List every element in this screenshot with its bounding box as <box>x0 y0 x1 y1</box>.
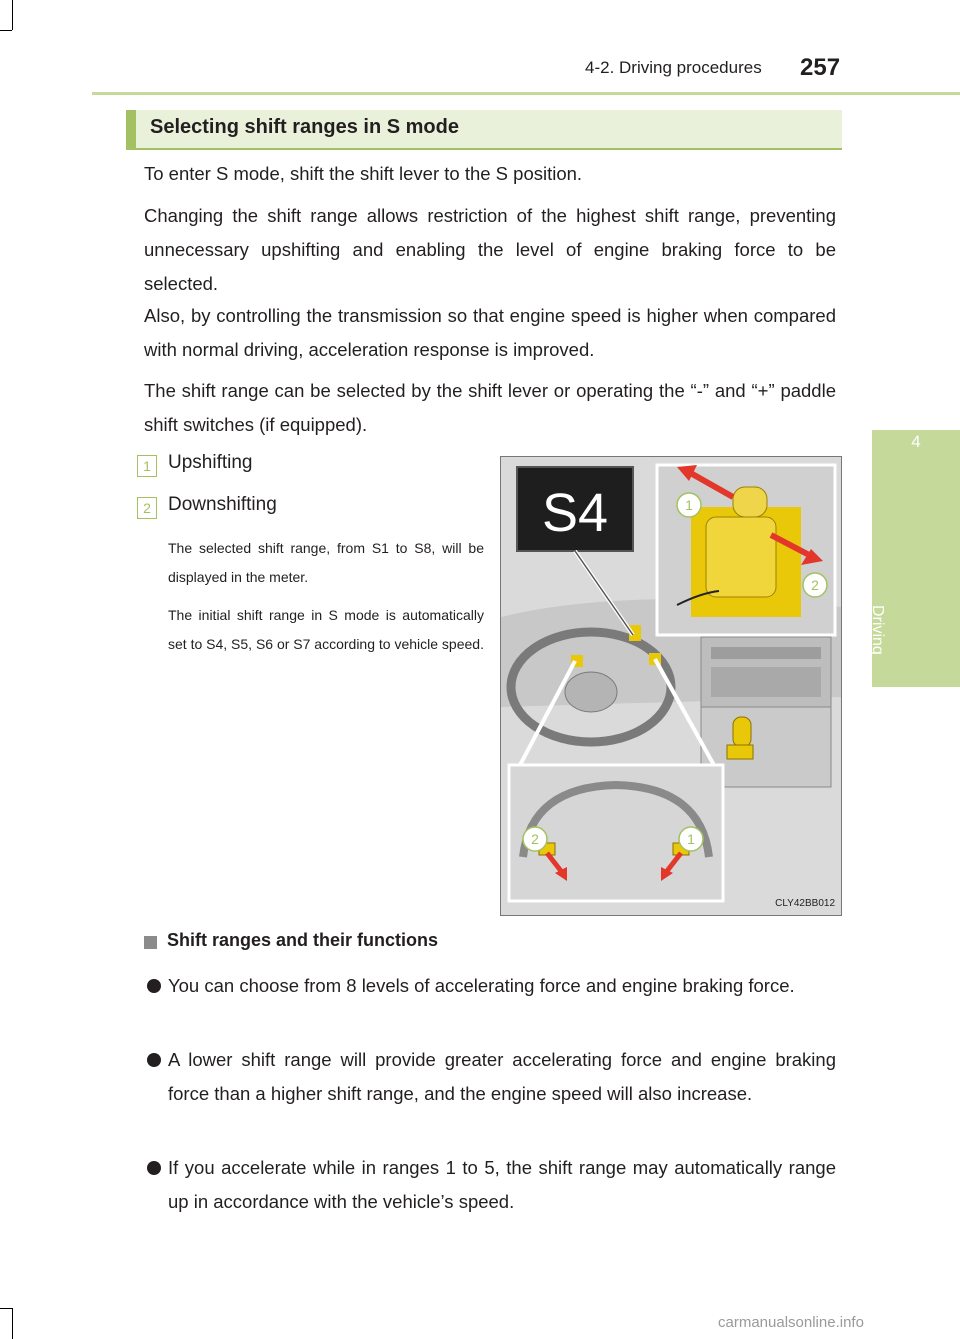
shift-knob <box>706 517 776 597</box>
chapter-number: 4 <box>911 432 921 451</box>
section-title: Selecting shift ranges in S mode <box>150 116 459 138</box>
note-2: The initial shift range in S mode is automatically set to S4, S5, S6 or S7 according to vehicle speed. <box>168 607 484 652</box>
item-number-badge: 2 <box>137 497 157 519</box>
paragraph-2: Changing the shift range allows restriction of the highest shift range, preventing unnecessary upshifting and enabling the level of engine braking force to be selected. <box>144 205 836 294</box>
crop-mark-bl-v <box>12 1308 13 1339</box>
control-panel <box>711 667 821 697</box>
crop-mark-bl-h <box>0 1308 12 1309</box>
shift-lever-base <box>727 745 753 759</box>
steering-hub <box>565 672 617 712</box>
bullet-2: A lower shift range will provide greater accelerating force and engine braking force than a higher shift range, and the engine speed will also increase. <box>168 1049 836 1104</box>
shift-lever <box>733 717 751 747</box>
page-number: 257 <box>800 54 841 81</box>
callout-1-paddle: 1 <box>687 831 695 847</box>
bullet-dot-icon <box>147 1053 161 1067</box>
subsection-title: Shift ranges and their functions <box>167 930 439 950</box>
watermark[interactable]: carmanualsonline.info <box>718 1314 864 1331</box>
shift-figure <box>500 456 842 916</box>
square-bullet-icon <box>144 936 157 949</box>
knob-top <box>733 487 767 517</box>
figure-code: CLY42BB012 <box>775 898 835 909</box>
vent <box>711 647 821 659</box>
item-label-upshifting: Upshifting <box>168 452 253 473</box>
paragraph-3: Also, by controlling the transmission so that engine speed is higher when compared with normal driving, acceleration response is improved. <box>144 305 836 360</box>
bullet-dot-icon <box>147 1161 161 1175</box>
crop-mark-tl-h <box>0 30 12 31</box>
meter-display-text: S4 <box>541 483 609 543</box>
running-header: 4-2. Driving procedures <box>585 58 762 77</box>
shift-illustration <box>501 457 842 916</box>
callout-2-lever: 2 <box>811 577 819 593</box>
crop-mark-tl-v <box>12 0 13 30</box>
bullet-3: If you accelerate while in ranges 1 to 5, the shift range may automatically range up in accordance with the vehicle’s speed. <box>168 1157 836 1212</box>
callout-1-lever: 1 <box>685 497 693 513</box>
header-rule <box>92 92 960 95</box>
item-number-badge: 1 <box>137 455 157 477</box>
chapter-label: Driving <box>869 605 886 655</box>
callout-2-paddle: 2 <box>531 831 539 847</box>
section-heading-box <box>126 110 842 148</box>
bullet-dot-icon <box>147 979 161 993</box>
note-1: The selected shift range, from S1 to S8, will be displayed in the meter. <box>168 540 484 585</box>
paragraph-4: The shift range can be selected by the shift lever or operating the “-” and “+” paddle shift switches (if equipped). <box>144 380 836 435</box>
paragraph-1: To enter S mode, shift the shift lever to the S position. <box>144 163 583 184</box>
item-label-downshifting: Downshifting <box>168 494 277 515</box>
bullet-1: You can choose from 8 levels of accelerating force and engine braking force. <box>168 975 795 996</box>
section-rule <box>126 148 842 150</box>
